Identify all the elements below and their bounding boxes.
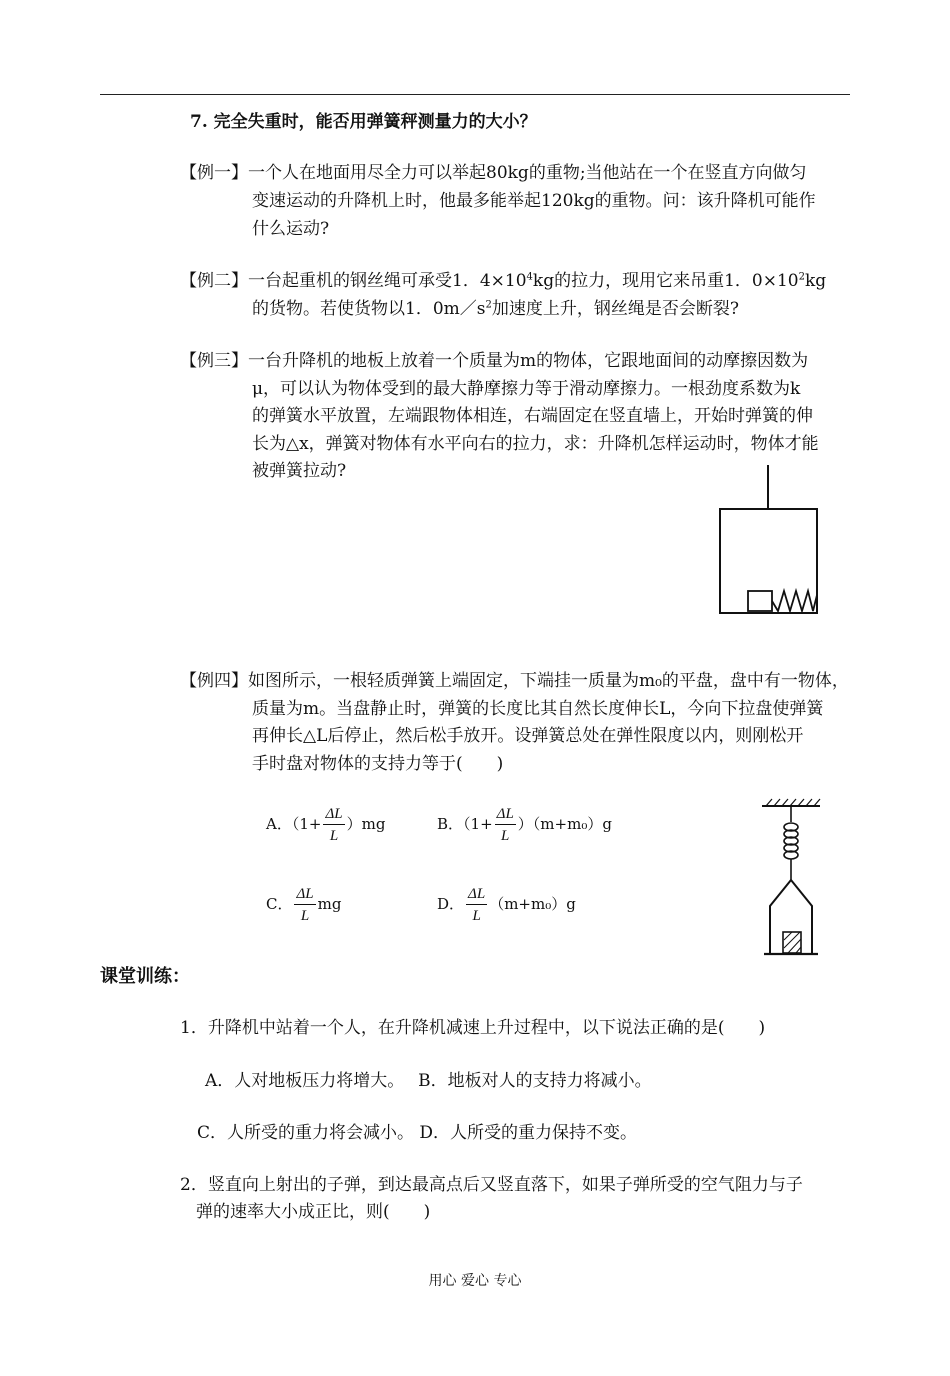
example-3-line-1: 【例三】一台升降机的地板上放着一个质量为m的物体，它跟地面间的动摩擦因数为 <box>180 351 809 371</box>
example-3-line-3: 的弹簧水平放置，左端跟物体相连，右端固定在竖直墙上，开始时弹簧的伸 <box>252 406 813 426</box>
option-c: C． $\frac{\Delta L}{L}$ mg <box>266 886 342 924</box>
option-b: B．（1+ $\frac{\Delta L}{L}$ ）（m+m₀）g <box>437 806 612 844</box>
coil-spring-shape <box>784 823 798 859</box>
example-1-line-3: 什么运动? <box>252 219 330 239</box>
problem-2-line-2: 弹的速率大小成正比，则( ) <box>196 1202 431 1222</box>
example-1-line-1: 【例一】一个人在地面用尽全力可以举起80kg的重物;当他站在一个在竖直方向做匀 <box>180 163 807 183</box>
example-2-line-2: 的货物。若使货物以1．$0m/s^2$加速度上升，钢丝绳是否会断裂? <box>252 299 739 319</box>
example-4-line-3: 再伸长△L后停止，然后松手放开。设弹簧总处在弹性限度以内，则刚松开 <box>252 726 804 746</box>
problem-2-line-1: 2．竖直向上射出的子弹，到达最高点后又竖直落下，如果子弹所受的空气阻力与子 <box>180 1175 803 1195</box>
example-2-line-1: 【例二】一台起重机的钢丝绳可承受1．$4\times 10^4kg$的拉力，现用它来吊重1．$0\times 10^2kg$ <box>180 271 827 291</box>
example-4-line-2: 质量为m。当盘静止时，弹簧的长度比其自然长度伸长L，今向下拉盘使弹簧 <box>252 699 824 719</box>
block-shape <box>748 591 772 611</box>
problem-1-options-cd: C．人所受的重力将会减小。 D．人所受的重力保持不变。 <box>197 1123 638 1143</box>
fraction: $\frac{\Delta L}{L}$ <box>496 806 514 844</box>
elevator-spring-figure <box>712 465 822 617</box>
problem-1-options-ab: A．人对地板压力将增大。 B．地板对人的支持力将减小。 <box>205 1071 652 1091</box>
section-heading: 课堂训练： <box>100 966 190 987</box>
example-3-line-4: 长为△x，弹簧对物体有水平向右的拉力，求：升降机怎样运动时，物体才能 <box>252 434 819 454</box>
option-a: A．（1+ $\frac{\Delta L}{L}$ ）mg <box>266 806 386 844</box>
fraction: $\frac{\Delta L}{L}$ <box>468 886 486 924</box>
option-d: D． $\frac{\Delta L}{L}$ （m+m₀）g <box>437 886 576 924</box>
fraction: $\frac{\Delta L}{L}$ <box>325 806 343 844</box>
header-rule <box>100 94 850 95</box>
example-4-line-1: 【例四】如图所示，一根轻质弹簧上端固定，下端挂一质量为m₀的平盘，盘中有一物体， <box>180 671 849 691</box>
page-footer: 用心 爱心 专心 <box>428 1273 522 1289</box>
example-4-line-4: 手时盘对物体的支持力等于( ) <box>252 754 504 774</box>
question-7: 7. 完全失重时，能否用弹簧秤测量力的大小？ <box>190 112 537 132</box>
example-3-line-5: 被弹簧拉动? <box>252 461 347 481</box>
spring-shape <box>772 591 817 611</box>
example-3-line-2: μ，可以认为物体受到的最大静摩擦力等于滑动摩擦力。一根劲度系数为k <box>252 379 801 399</box>
fraction: $\frac{\Delta L}{L}$ <box>296 886 314 924</box>
spring-pan-figure <box>756 798 826 958</box>
problem-1-question: 1．升降机中站着一个人，在升降机减速上升过程中，以下说法正确的是( ) <box>180 1018 766 1038</box>
example-1-line-2: 变速运动的升降机上时，他最多能举起120kg的重物。问：该升降机可能作 <box>252 191 816 211</box>
